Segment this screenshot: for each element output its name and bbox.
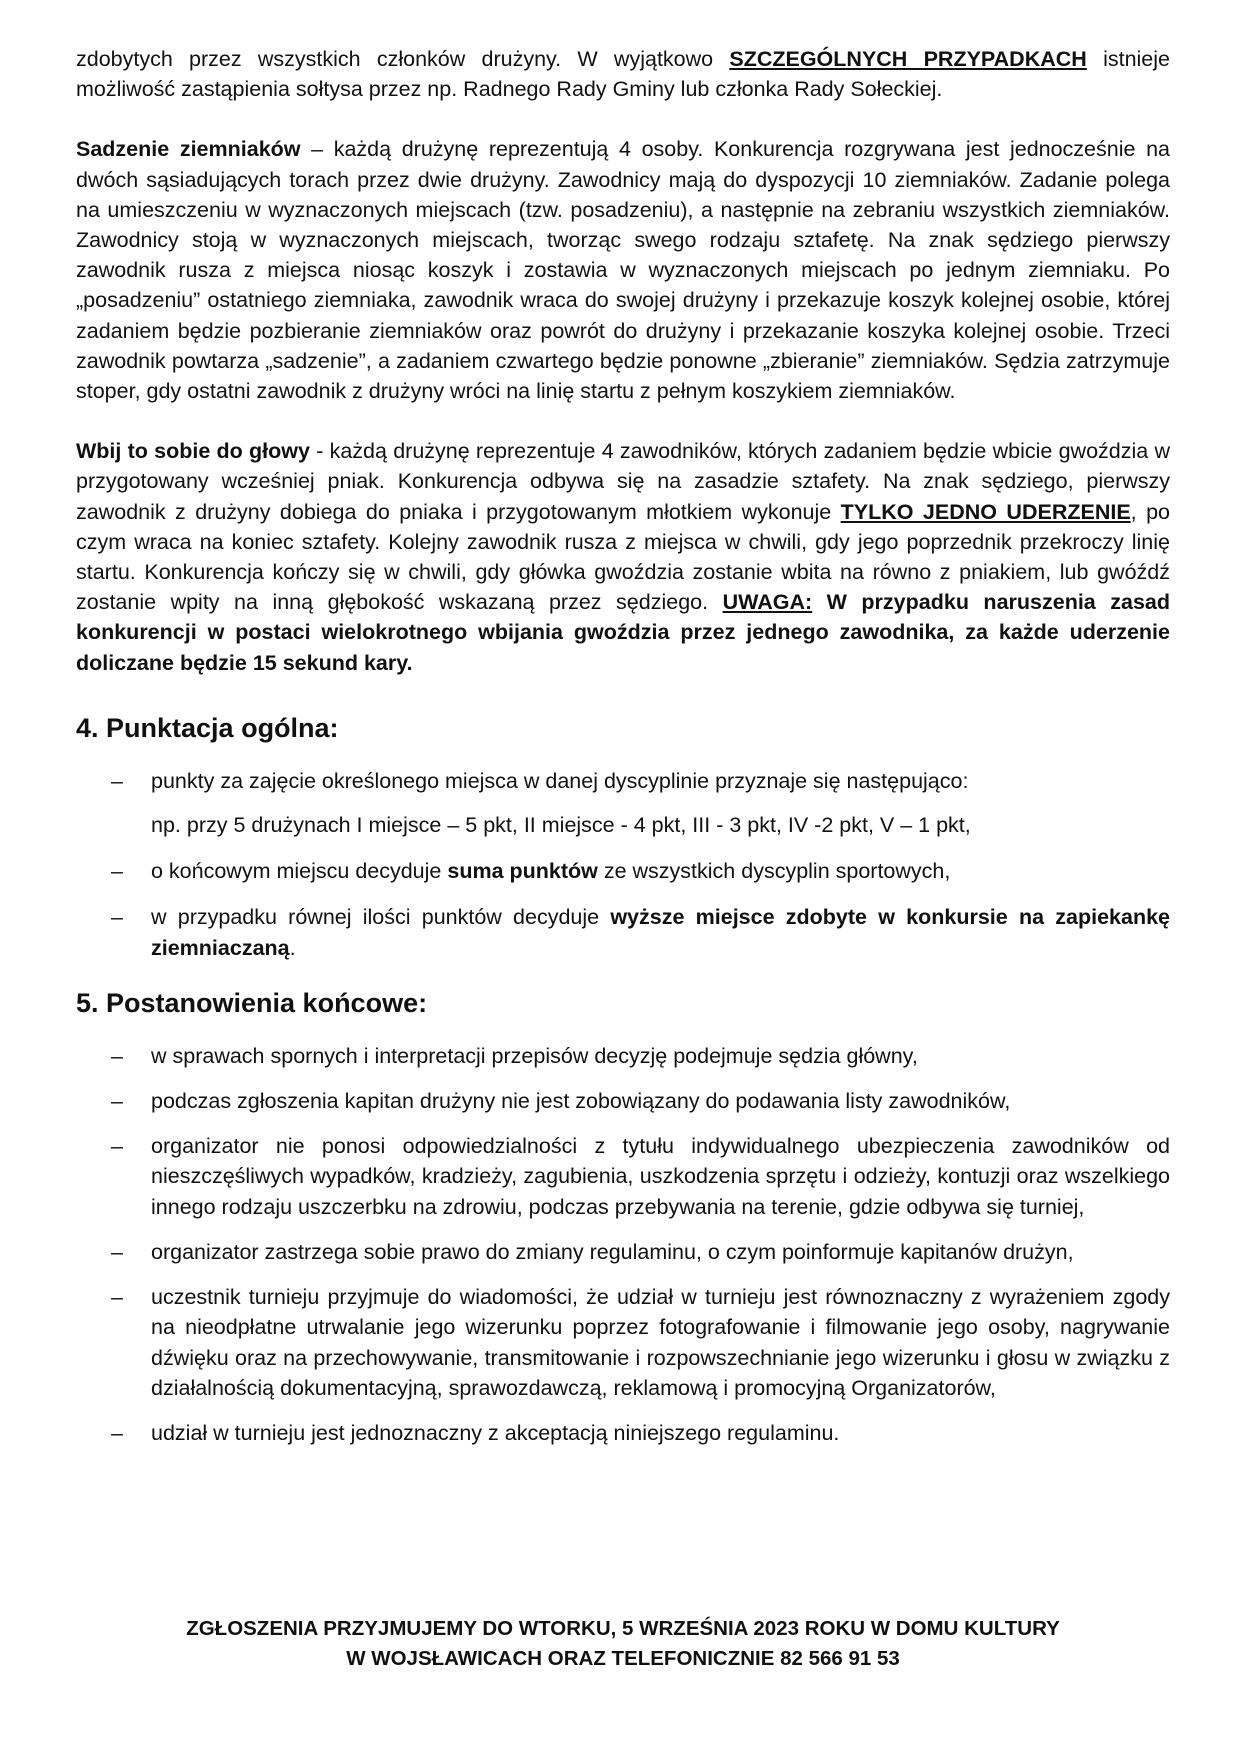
scoring-example: np. przy 5 drużynach I miejsce – 5 pkt, II miejsce - 4 pkt, III - 3 pkt, IV -2 pkt, V – 1 pkt, <box>151 813 971 838</box>
dash-bullet: – <box>111 859 123 884</box>
scoring-item-text-end: ze wszystkich dyscyplin sportowych, <box>597 859 951 884</box>
dash-bullet: – <box>111 1239 123 1264</box>
nail-title: Wbij to sobie do głowy <box>76 439 310 464</box>
scoring-item-text-end: . <box>289 935 296 960</box>
final-provision-text: w sprawach spornych i interpretacji przepisów decyzję podejmuje sędzia główny, <box>151 1043 918 1068</box>
final-provision-item <box>76 1041 1170 1071</box>
single-strike-emphasis: TYLKO JEDNO UDERZENIE <box>840 499 1131 524</box>
points-sum-emphasis: suma punktów <box>447 859 598 884</box>
final-provision-item <box>76 1131 1170 1222</box>
scoring-item <box>76 766 1170 796</box>
dash-bullet: – <box>111 905 123 930</box>
warning-label: UWAGA: <box>722 590 813 615</box>
scoring-item-text: w przypadku równej ilości punktów decyduje <box>151 905 611 930</box>
intro-text-end: istnieje możliwość zastąpienia sołtysa przez np. Radnego Rady Gminy lub członka Rady Sołeckiej. <box>76 47 1170 102</box>
scoring-item <box>76 856 1170 886</box>
nail-text: - każdą drużynę reprezentuje 4 zawodników, których zadaniem będzie wbicie gwoździa w przygotowany wcześniej pniak. Konkurencja odbywa się na zasadzie sztafety. Na znak sędziego, pierwszy zawodnik z drużyny dobiega do pniaka i przygotowanym młotkiem wykonuje <box>76 439 1170 524</box>
dash-bullet: – <box>111 1285 123 1310</box>
scoring-item-text: punkty za zajęcie określonego miejsca w danej dyscyplinie przyznaje się następująco: <box>151 768 969 793</box>
final-provision-text: udział w turnieju jest jednoznaczny z akceptacją niniejszego regulaminu. <box>151 1420 840 1445</box>
potato-planting-text: – każdą drużynę reprezentują 4 osoby. Konkurencja rozgrywana jest jednocześnie na dwóch sąsiadujących torach przez dwie drużyny. Zawodnicy mają do dyspozycji 10 ziemniaków. Zadanie polega na umieszczeniu w wyznaczonych miejscach (tzw. posadzeniu), a następnie na zebraniu wszystkich ziemniaków. Zawodnicy stoją w wyznaczonych miejscach, tworząc swego rodzaju sztafetę. Na znak sędziego pierwszy zawodnik rusza z miejsca niosąc koszyk i zostawia w wyznaczonych miejscach po jednym ziemniaku. Po „posadzeniu” ostatniego ziemniaka, zawodnik wraca do swojej drużyny i przekazuje koszyk kolejnej osobie, której zadaniem będzie pozbieranie ziemniaków oraz powrót do drużyny i przekazanie koszyka kolejnej osobie. Trzeci zawodnik powtarza „sadzenie”, a zadaniem czwartego będzie ponowne „zbieranie” ziemniaków. Sędzia zatrzymuje stoper, gdy ostatni zawodnik z drużyny wróci na linię startu z pełnym koszykiem ziemniaków. <box>76 137 1171 404</box>
final-provision-item <box>76 1282 1170 1403</box>
document-page <box>76 44 1170 1448</box>
intro-paragraph <box>76 44 1170 104</box>
dash-bullet: – <box>111 768 123 793</box>
potato-planting-title: Sadzenie ziemniaków <box>76 137 301 162</box>
warning-text: W przypadku naruszenia zasad konkurencji w postaci wielokrotnego wbijania gwoździa przez jednego zawodnika, za każde uderzenie doliczane będzie 15 sekund kary. <box>76 590 1170 675</box>
scoring-item-text: o końcowym miejscu decyduje <box>151 859 448 884</box>
scoring-item <box>76 902 1170 962</box>
section-4-heading: 4. Punktacja ogólna: <box>76 712 339 743</box>
dash-bullet: – <box>111 1089 123 1114</box>
dash-bullet: – <box>111 1134 123 1159</box>
final-provision-text: podczas zgłoszenia kapitan drużyny nie jest zobowiązany do podawania listy zawodników, <box>151 1089 1011 1114</box>
final-provision-item <box>76 1418 1170 1448</box>
dash-bullet: – <box>111 1420 123 1445</box>
registration-footer <box>76 1614 1170 1674</box>
final-provision-item <box>76 1237 1170 1267</box>
dash-bullet: – <box>111 1043 123 1068</box>
nail-text-cont: , po czym wraca na koniec sztafety. Kolejny zawodnik rusza z miejsca w chwili, gdy jego poprzednik przekroczy linię startu. Konkurencja kończy się w chwili, gdy główka gwoździa zostanie wbita na równo z pniakiem, lub gwóźdź zostanie wpity na inną głębokość wskazaną przez sędziego. <box>76 499 1170 615</box>
final-provision-text: organizator zastrzega sobie prawo do zmiany regulaminu, o czym poinformuje kapitanów drużyn, <box>151 1239 1074 1264</box>
intro-text: zdobytych przez wszystkich członków drużyny. W wyjątkowo <box>76 47 730 71</box>
potato-planting-paragraph <box>76 134 1170 406</box>
footer-line-2: W WOJSŁAWICACH ORAZ TELEFONICZNIE 82 566 91 53 <box>346 1647 900 1670</box>
final-provision-text: uczestnik turnieju przyjmuje do wiadomości, że udział w turnieju jest równoznaczny z wyrażeniem zgody na nieodpłatne utrwalanie jego wizerunku poprzez fotografowanie i filmowanie jego osoby, nagrywanie dźwięku oraz na przechowywanie, transmitowanie i rozpowszechnianie jego wizerunku i głosu w związku z działalnością dokumentacyjną, sprawozdawczą, reklamową i promocyjną Organizatorów, <box>151 1285 1170 1400</box>
final-provision-text: organizator nie ponosi odpowiedzialności z tytułu indywidualnego ubezpieczenia zawodników od nieszczęśliwych wypadków, kradzieży, zagubienia, uszkodzenia sprzętu i odzieży, kontuzji oraz wszelkiego innego rodzaju uszczerbku na zdrowiu, podczas przebywania na terenie, gdzie odbywa się turniej, <box>151 1134 1170 1219</box>
special-cases-emphasis: SZCZEGÓLNYCH PRZYPADKACH <box>729 47 1087 71</box>
tiebreak-emphasis: wyższe miejsce zdobyte w konkursie na zapiekankę ziemniaczaną <box>151 905 1170 960</box>
section-5-heading: 5. Postanowienia końcowe: <box>76 987 428 1018</box>
footer-line-1: ZGŁOSZENIA PRZYJMUJEMY DO WTORKU, 5 WRZEŚNIA 2023 ROKU W DOMU KULTURY <box>186 1617 1060 1640</box>
nail-paragraph <box>76 436 1170 678</box>
final-provision-item <box>76 1086 1170 1116</box>
